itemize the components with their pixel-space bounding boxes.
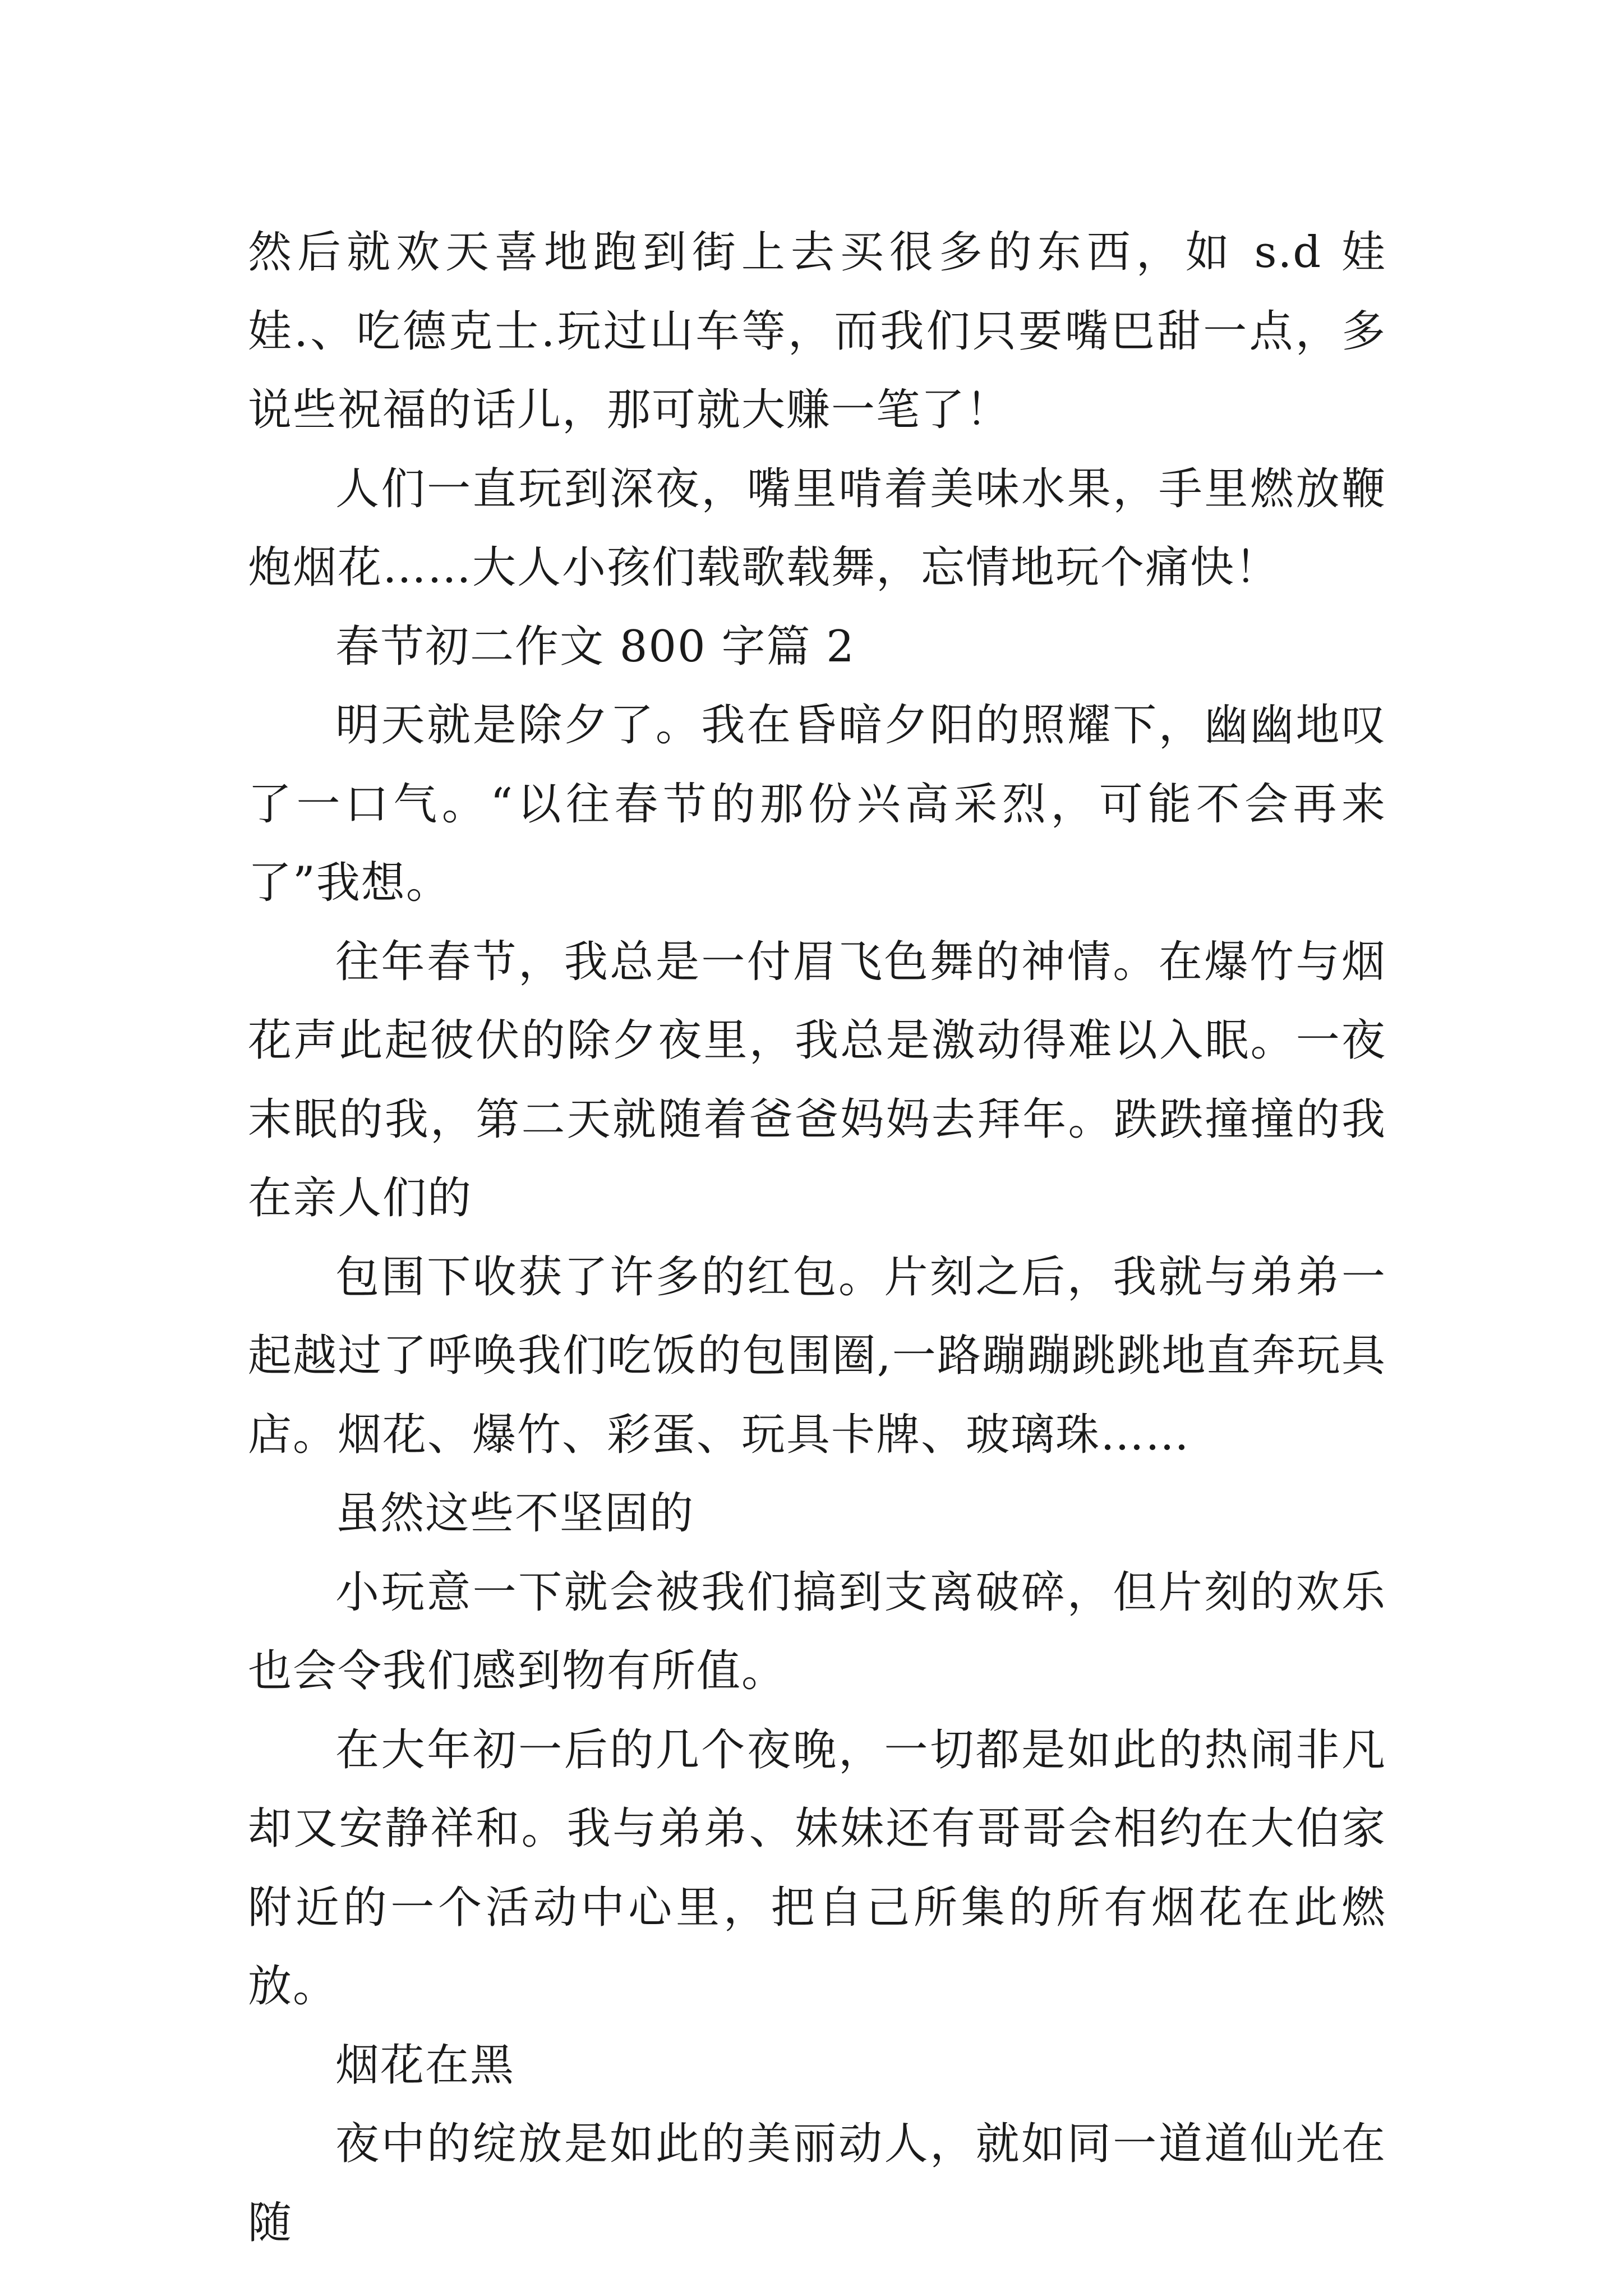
- document-body: [248, 213, 1386, 2262]
- paragraph-9: 烟花在黑: [335, 2040, 515, 2091]
- paragraph-4: 往年春节，我总是一付眉飞色舞的神情。在爆竹与烟花声此起彼伏的除夕夜里，我总是激动得难以入眠。一夜末眠的我，第二天就随着爸爸妈妈去拜年。跌跌撞撞的我在亲人们的: [248, 936, 1386, 1223]
- paragraph-2: 人们一直玩到深夜，嘴里啃着美味水果，手里燃放鞭炮烟花……大人小孩们载歌载舞，忘情地玩个痛快！: [248, 463, 1386, 593]
- paragraph-3: 明天就是除夕了。我在昏暗夕阳的照耀下，幽幽地叹了一口气。“以往春节的那份兴高采烈，可能不会再来了”我想。: [248, 700, 1386, 908]
- section-heading: 春节初二作文 800 字篇 2: [335, 621, 855, 672]
- paragraph-1: 然后就欢天喜地跑到街上去买很多的东西，如 s.d 娃娃.、吃德克士.玩过山车等，而我们只要嘴巴甜一点，多说些祝福的话儿，那可就大赚一笔了！: [248, 227, 1386, 435]
- paragraph-8: 在大年初一后的几个夜晚，一切都是如此的热闹非凡却又安静祥和。我与弟弟、妹妹还有哥哥会相约在大伯家附近的一个活动中心里，把自己所集的所有烟花在此燃放。: [248, 1724, 1386, 2012]
- paragraph-7: 小玩意一下就会被我们搞到支离破碎，但片刻的欢乐也会令我们感到物有所值。: [248, 1567, 1386, 1696]
- paragraph-10: 夜中的绽放是如此的美丽动人，就如同一道道仙光在随: [248, 2119, 1386, 2248]
- paragraph-6: 虽然这些不坚固的: [335, 1488, 695, 1539]
- paragraph-5: 包围下收获了许多的红包。片刻之后，我就与弟弟一起越过了呼唤我们吃饭的包围圈,一路蹦蹦跳跳地直奔玩具店。烟花、爆竹、彩蛋、玩具卡牌、玻璃珠……: [248, 1251, 1386, 1460]
